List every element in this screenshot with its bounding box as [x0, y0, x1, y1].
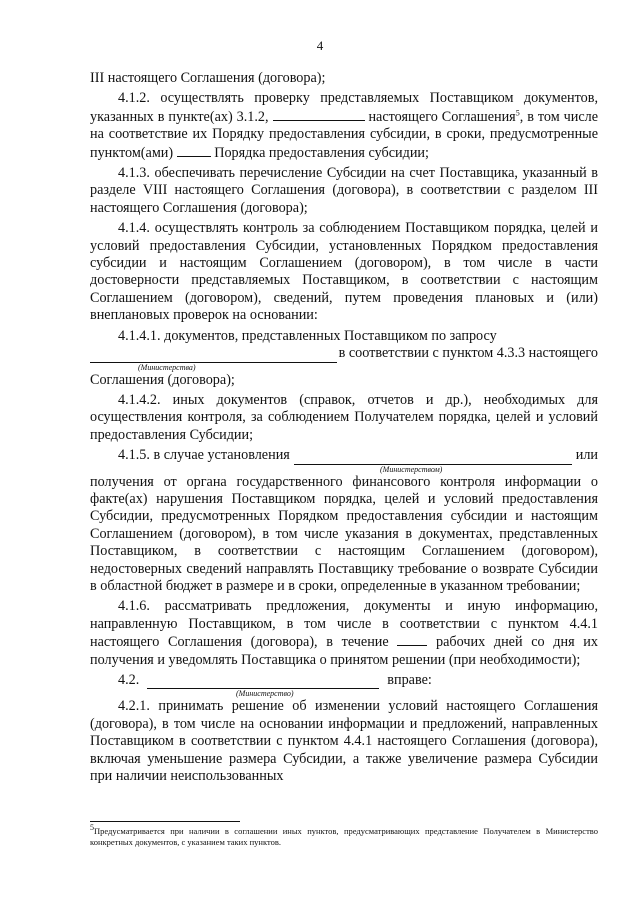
- field-caption: (Министерства): [138, 362, 196, 372]
- paragraph-4-1-3: 4.1.3. обеспечивать перечисление Субсидии на счет Поставщика, указанный в разделе VIII настоящего Соглашения (договора), в соответствии с разделом III настоящего Соглашения (договора);: [90, 165, 598, 216]
- document-body: [90, 70, 598, 788]
- paragraph-4-1-5-body: получения от органа государственного финансового контроля информации о факте(ах) нарушения Поставщиком порядка, целей и условий предоставления Субсидии, предусмотренных Порядком предоставления субсидии и настоящим Соглашением (договором), в том числе указания в документах, представленных Поставщиком, в соответствии с настоящим Соглашением (договором), недостоверных сведений направлять Поставщику требование о возврате Субсидии в областной бюджет в размере и в сроки, определенные в указанном требовании;: [90, 473, 598, 594]
- footnote-ref: 5: [515, 108, 520, 118]
- paragraph-4-1-4-2: 4.1.4.2. иных документов (справок, отчетов и др.), необходимых для осуществления контроля, за соблюдением Получателем порядка, целей и условий предоставления Субсидии;: [90, 391, 598, 443]
- paragraph-4-1-4-1-end: Соглашения (договора);: [90, 371, 235, 388]
- p42-text: вправе:: [387, 672, 432, 688]
- paragraph-4-2-1: 4.2.1. принимать решение об изменении условий настоящего Соглашения (договора), в том числе на основании информации и предложений, направленных Поставщиком в соответствии с пунктом 4.4.1 настоящего Соглашения (договора), включая уменьшение размера Субсидии, а также увеличение размера Субсидии при наличии неиспользованных: [90, 698, 598, 785]
- footnote-mark: 5: [90, 823, 94, 833]
- paragraph-4-1-4-1-line2: [90, 345, 598, 371]
- blank-field: [397, 633, 427, 646]
- paragraph-4-2: [90, 672, 598, 698]
- p416-text-b: рабочих дней со дня их получения и уведомлять Поставщика о принятом решении (при необходимости);: [90, 634, 598, 668]
- paragraph-continuation: III настоящего Соглашения (договора);: [90, 70, 326, 86]
- blank-field: [90, 350, 337, 363]
- field-caption: (Министерство): [236, 689, 294, 699]
- footnote: [90, 823, 598, 848]
- footnote-text: Предусматривается при наличии в соглашении иных пунктов, предусматривающих представление Получателем в Министерство конкретных документов, с указанием таких пунктов.: [90, 826, 598, 847]
- p412-text-a: 4.1.2. осуществлять проверку представляемых Поставщиком документов, указанных в пункте(ах) 3.1.2,: [90, 90, 598, 125]
- paragraph-4-1-4: 4.1.4. осуществлять контроль за соблюдением Поставщиком порядка, целей и условий предоставления Субсидии, установленных Порядком предоставления субсидии и настоящим Соглашением (договором), в том числе в части достоверности представляемых Поставщиком, в соответствии с настоящим Соглашением (договором), сведений, путем проведения плановых и (или) внеплановых проверок на основании:: [90, 220, 598, 324]
- p4141-text-b: в соответствии с пунктом 4.3.3 настоящего: [338, 345, 598, 362]
- p412-text-b: настоящего Соглашения: [368, 108, 516, 125]
- field-caption: (Министерством): [380, 464, 443, 474]
- paragraph-4-1-2: [90, 90, 598, 162]
- paragraph-4-1-4-1-line1: 4.1.4.1. документов, представленных Поставщиком по запросу: [118, 327, 497, 344]
- blank-field: [273, 108, 365, 121]
- paragraph-4-1-6: [90, 598, 598, 669]
- p412-text-c: , в том числе на соответствие их Порядку предоставления субсидии, в сроки, предусмотренные пунктом(ами): [90, 108, 599, 161]
- blank-field: [147, 676, 379, 689]
- p415-text-a: 4.1.5. в случае установления: [118, 447, 290, 464]
- p42-number: 4.2.: [118, 672, 140, 688]
- footnote-separator: [90, 821, 240, 822]
- blank-field: [294, 452, 572, 465]
- p415-text-b: или: [575, 447, 598, 464]
- p416-text-a: 4.1.6. рассматривать предложения, документы и иную информацию, направленную Поставщиком, в том числе в соответствии с пунктом 4.4.1 настоящего Соглашения (договора), в течение: [90, 598, 598, 651]
- p412-text-d: Порядка предоставления субсидии;: [214, 144, 429, 161]
- blank-field: [177, 144, 211, 157]
- page-number: 4: [316, 38, 324, 53]
- paragraph-4-1-5-line1: [90, 447, 598, 473]
